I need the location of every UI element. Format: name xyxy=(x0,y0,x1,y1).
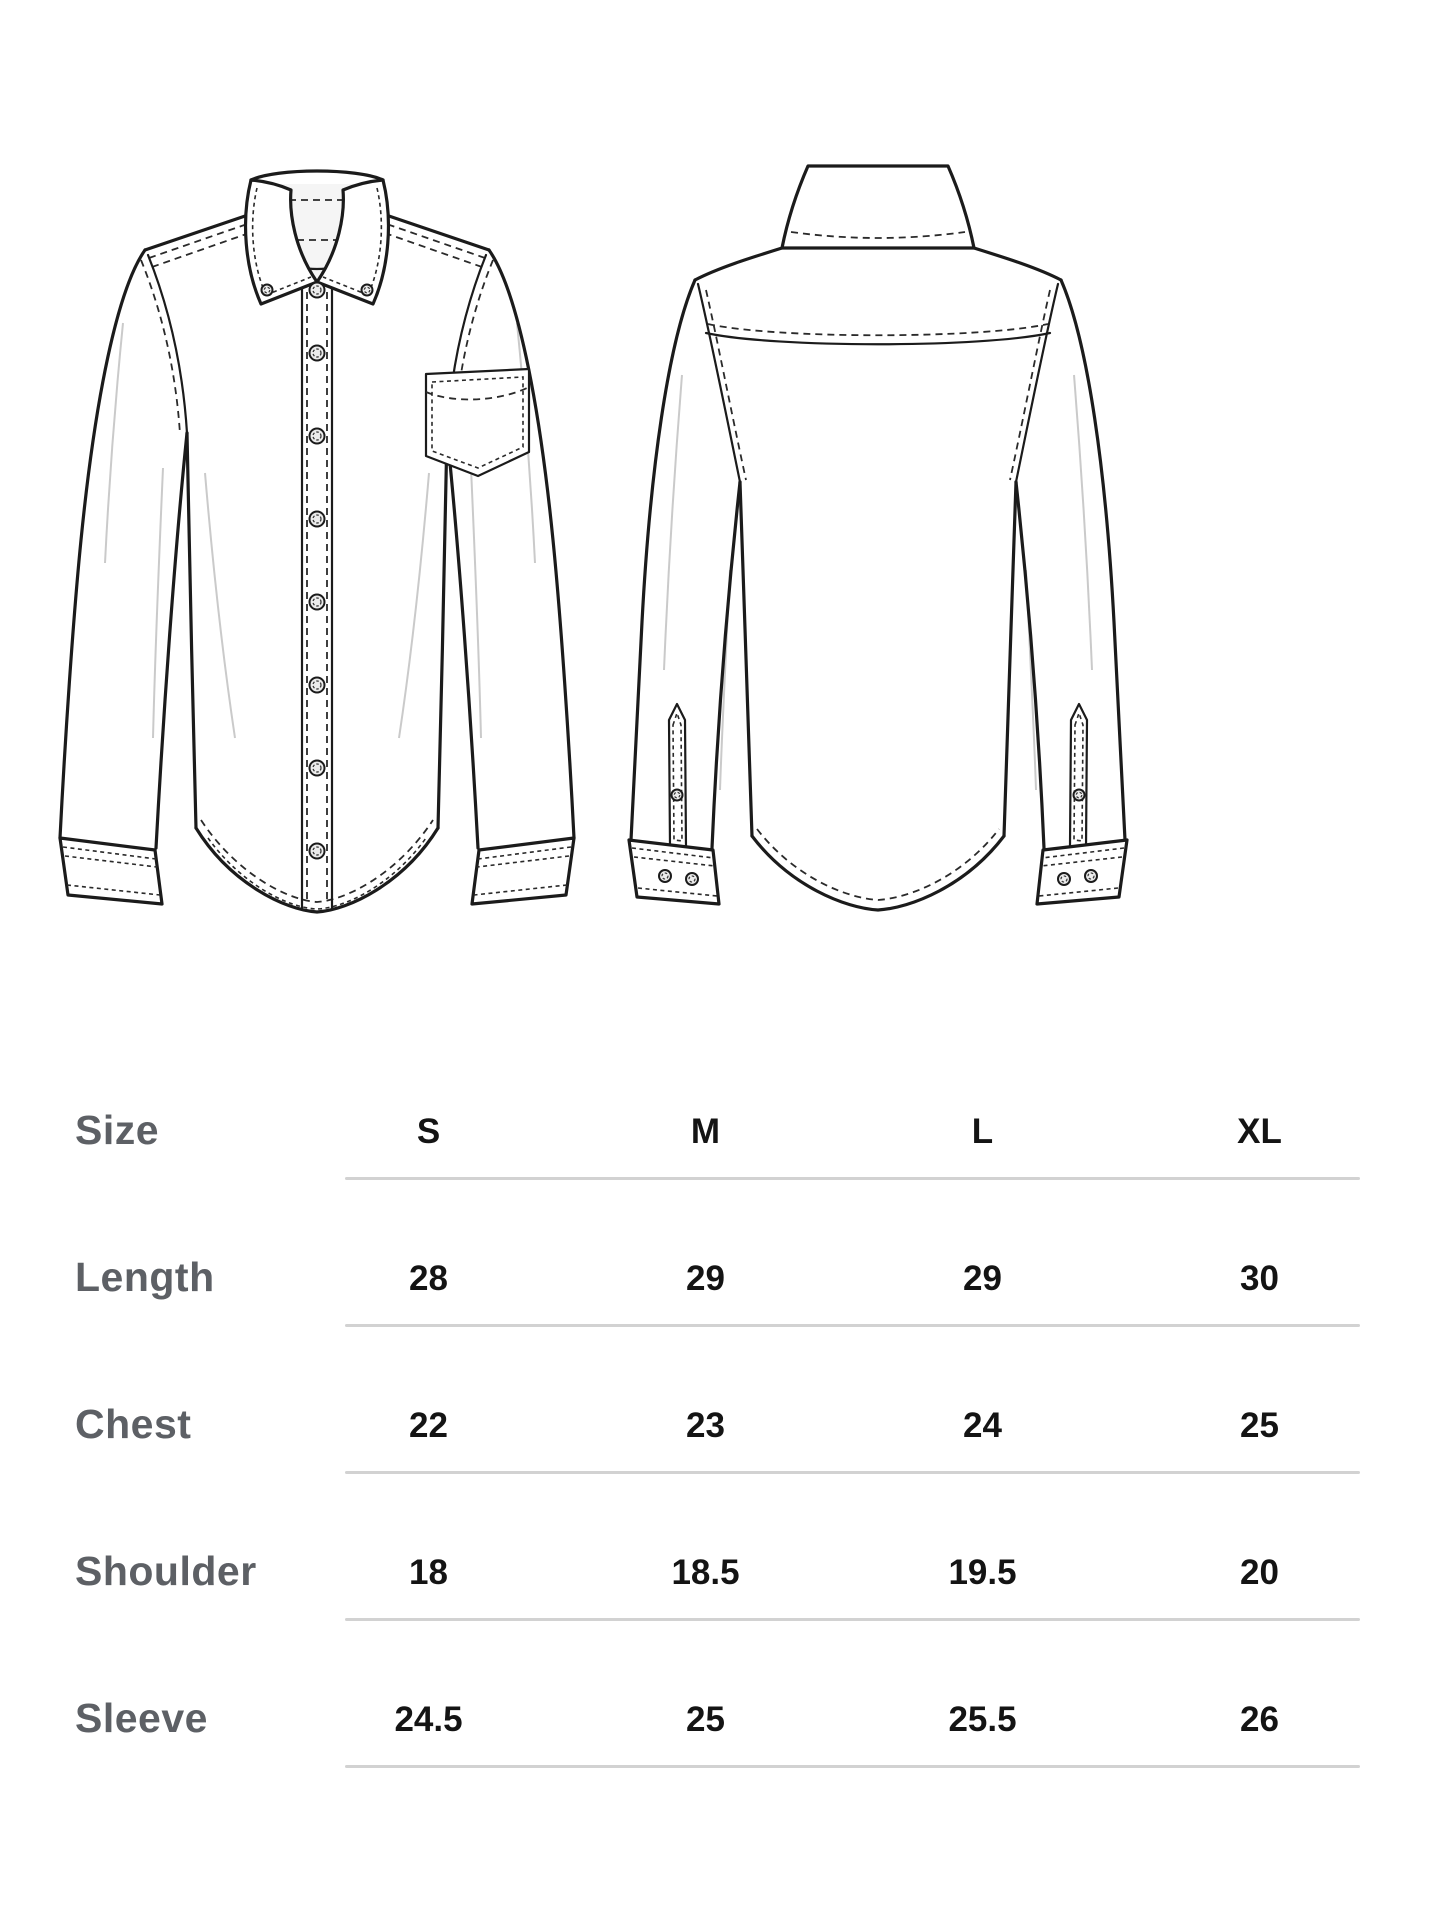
measurement-value: 18.5 xyxy=(671,1553,740,1592)
measurement-value: 24 xyxy=(963,1406,1002,1445)
measurement-value: 25 xyxy=(686,1700,725,1739)
size-column-header-s: S xyxy=(416,1112,441,1151)
measurement-value: 30 xyxy=(1240,1259,1279,1298)
measurement-value: 22 xyxy=(409,1406,448,1445)
shirt-front-sketch xyxy=(55,138,585,930)
measurement-value: 25.5 xyxy=(948,1700,1017,1739)
size-column-header-m: M xyxy=(690,1112,721,1151)
row-label: Sleeve xyxy=(75,1695,208,1741)
size-column-header-xl: XL xyxy=(1237,1112,1282,1151)
size-chart-row-length xyxy=(75,1180,1398,1327)
measurement-value: 23 xyxy=(686,1406,725,1445)
shirt-back-sketch xyxy=(610,150,1145,922)
back-collar xyxy=(782,166,974,248)
measurement-value: 18 xyxy=(409,1553,448,1592)
row-label: Shoulder xyxy=(75,1548,257,1594)
front-buttons xyxy=(310,283,325,859)
measurement-value: 20 xyxy=(1240,1553,1279,1592)
measurement-value: 19.5 xyxy=(948,1553,1017,1592)
row-label: Chest xyxy=(75,1401,192,1447)
measurement-value: 26 xyxy=(1240,1700,1279,1739)
size-chart-corner-label: Size xyxy=(75,1107,160,1153)
back-cuffs xyxy=(629,840,1127,904)
size-chart-header-row xyxy=(75,1033,1398,1180)
back-body xyxy=(631,248,1125,910)
row-divider xyxy=(345,1765,1360,1768)
row-label: Length xyxy=(75,1254,215,1300)
back-sleeve-plackets xyxy=(669,704,1087,848)
size-chart-row-shoulder xyxy=(75,1474,1398,1621)
measurement-value: 25 xyxy=(1240,1406,1279,1445)
size-chart-row-chest xyxy=(75,1327,1398,1474)
size-chart-row-sleeve xyxy=(75,1621,1398,1768)
front-chest-pocket xyxy=(426,369,529,476)
measurement-value: 28 xyxy=(409,1259,448,1298)
size-chart-table xyxy=(75,1033,1398,1768)
measurement-value: 29 xyxy=(686,1259,725,1298)
front-body xyxy=(60,214,574,912)
measurement-value: 29 xyxy=(963,1259,1002,1298)
size-column-header-l: L xyxy=(971,1112,994,1151)
measurement-value: 24.5 xyxy=(394,1700,463,1739)
